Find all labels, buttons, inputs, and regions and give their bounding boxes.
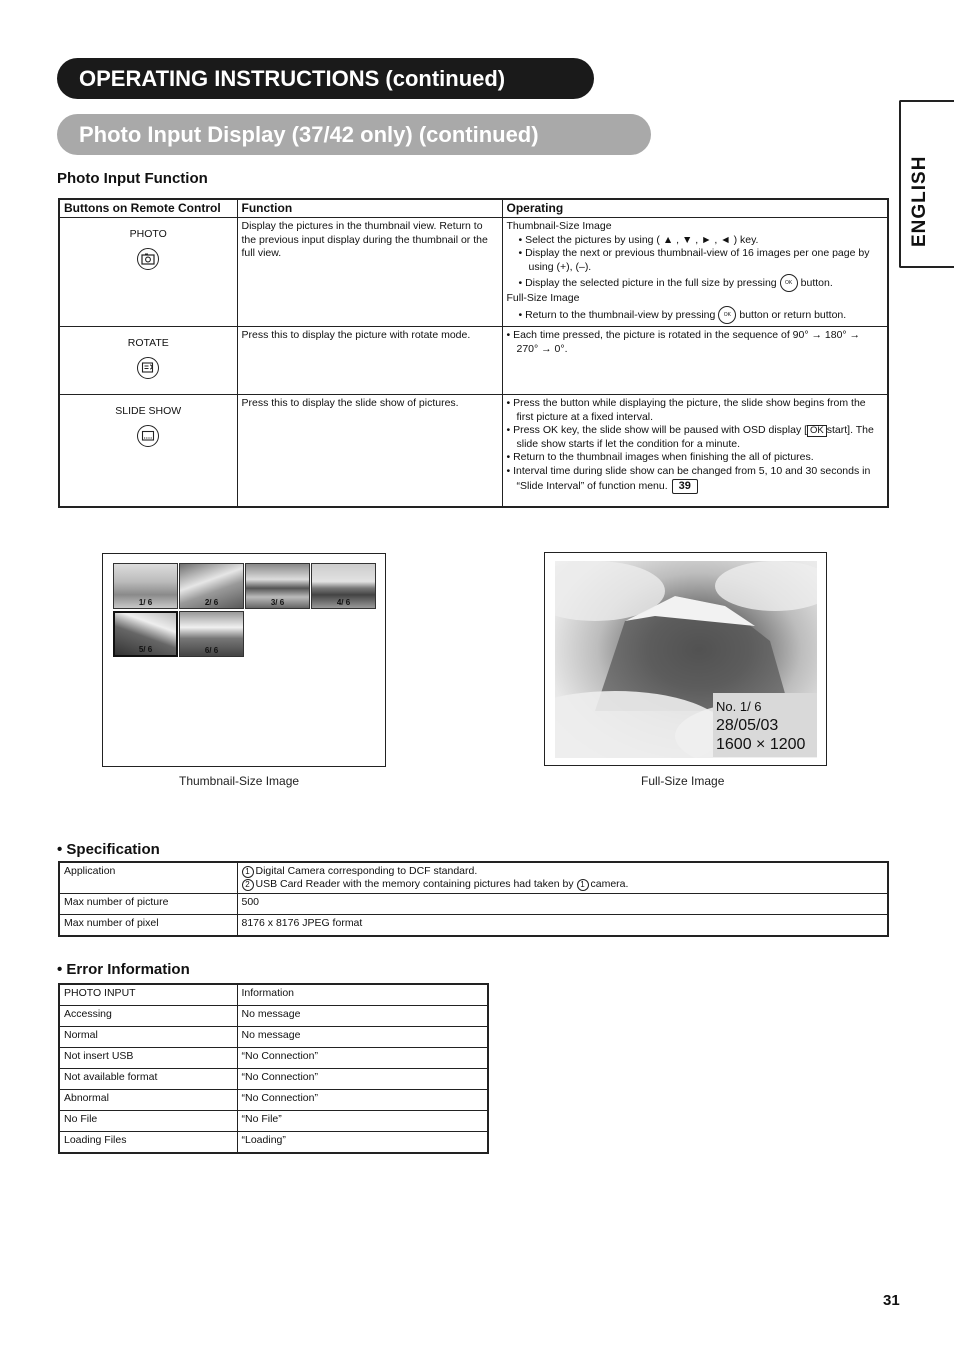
function-cell: Press this to display the picture with rotate mode.: [237, 326, 502, 394]
error-message: “No Connection”: [237, 1069, 488, 1090]
list-item: • Each time pressed, the picture is rotated in the sequence of 90° → 180° → 270° → 0°.: [506, 328, 861, 355]
column-header: Function: [237, 199, 502, 218]
language-tab-label: ENGLISH: [909, 155, 930, 247]
table-row: [59, 1069, 488, 1090]
photo-input-function-heading: Photo Input Function: [57, 170, 208, 187]
thumbnail-label: 6/ 6: [204, 646, 219, 655]
list-item-text: • Press OK key, the slide show will be paused with OSD display [: [506, 424, 808, 437]
slide-show-icon: [137, 425, 159, 447]
section-title-banner: OPERATING INSTRUCTIONS (continued): [57, 58, 594, 99]
error-message: No message: [237, 1006, 488, 1027]
error-information-heading: • Error Information: [57, 961, 190, 978]
error-message: “No File”: [237, 1111, 488, 1132]
spec-value: 8176 x 8176 JPEG format: [237, 915, 888, 937]
spec-label: Application: [59, 862, 237, 894]
error-message: “Loading”: [237, 1132, 488, 1154]
thumbnail-caption: Thumbnail-Size Image: [179, 774, 300, 788]
full-view-info-overlay: [713, 693, 817, 757]
spec-label: Max number of pixel: [59, 915, 237, 937]
ok-button-icon: OK: [780, 274, 798, 292]
full-view-caption: Full-Size Image: [641, 774, 725, 788]
column-header: Buttons on Remote Control: [59, 199, 237, 218]
thumbnail-image: [311, 563, 376, 609]
list-item: • Press the button while displaying the picture, the slide show begins from the first picture at a fixed interval.: [506, 396, 866, 423]
thumbnail-image: [179, 563, 244, 609]
table-row: [59, 915, 888, 937]
table-row: [59, 1048, 488, 1069]
list-item: [507, 424, 884, 451]
error-state: Normal: [59, 1027, 237, 1048]
list-item-text: start]. The slide show starts if let the condition for a minute.: [516, 424, 874, 450]
thumbnail-label: 1/ 6: [138, 598, 153, 607]
list-item: • Display the next or previous thumbnail-view of 16 images per one page by using (+), (–).: [518, 247, 870, 273]
error-information-table: [58, 983, 489, 1154]
thumbnail-image: [113, 563, 178, 609]
rotate-icon: [137, 357, 159, 379]
column-header: Operating: [502, 199, 888, 218]
table-row: [59, 862, 888, 894]
language-tab: [899, 100, 954, 268]
error-state: Not available format: [59, 1069, 237, 1090]
picture-number: No. 1/ 6: [716, 699, 762, 714]
button-cell-rotate: [59, 326, 237, 394]
button-label: PHOTO: [129, 228, 167, 240]
list-item-text: button.: [800, 277, 833, 290]
thumbnail-label: 5/ 6: [138, 645, 153, 654]
page-number: 31: [883, 1292, 900, 1309]
specification-table: [58, 861, 889, 937]
table-row: [59, 1027, 488, 1048]
list-item: [507, 306, 884, 324]
spec-line: Digital Camera corresponding to DCF standard.: [255, 865, 478, 877]
list-item-text: button or return button.: [739, 308, 847, 321]
circled-number: 1: [577, 879, 589, 891]
thumbnail-image: [245, 563, 310, 609]
picture-date: 28/05/03: [716, 717, 779, 734]
table-row: [59, 894, 888, 915]
thumbnail-view-frame: [102, 553, 386, 767]
error-message: “No Connection”: [237, 1090, 488, 1111]
button-cell-photo: [59, 218, 237, 327]
table-row: [59, 326, 888, 394]
list-item: • Select the pictures by using ( ▲ , ▼ , ► , ◄ ) key.: [518, 233, 759, 246]
list-item: • Return to the thumbnail images when finishing the all of pictures.: [506, 451, 814, 464]
list-item-text: • Display the selected picture in the full size by pressing: [518, 277, 777, 290]
operating-subheading: Full-Size Image: [506, 292, 580, 305]
circled-number: 1: [242, 866, 254, 878]
button-cell-slide-show: [59, 394, 237, 507]
function-cell: Press this to display the slide show of pictures.: [237, 394, 502, 507]
table-header-row: [59, 984, 488, 1006]
error-state: Abnormal: [59, 1090, 237, 1111]
function-cell: Display the pictures in the thumbnail view. Return to the previous input display during the thumbnail or the full view.: [237, 218, 502, 327]
error-message: No message: [237, 1027, 488, 1048]
thumbnail-image-selected: [113, 611, 178, 657]
circled-number: 2: [242, 879, 254, 891]
spec-line: USB Card Reader with the memory containing pictures had taken by: [255, 878, 574, 890]
column-header: Information: [237, 984, 488, 1006]
table-row: [59, 1111, 488, 1132]
operating-subheading: Thumbnail-Size Image: [506, 220, 612, 232]
ok-button-icon: OK: [718, 306, 736, 324]
picture-resolution: 1600 × 1200: [716, 736, 806, 753]
photo-input-function-table: [58, 198, 889, 508]
section-subtitle-banner: Photo Input Display (37/42 only) (continued): [57, 114, 651, 155]
thumbnail-label: 3/ 6: [270, 598, 285, 607]
table-header-row: [59, 199, 888, 218]
button-label: ROTATE: [127, 336, 169, 349]
specification-heading: • Specification: [57, 841, 160, 858]
table-row: [59, 1132, 488, 1154]
ok-osd-badge: OK: [807, 425, 827, 437]
operating-cell: [502, 394, 888, 507]
spec-value: [237, 862, 888, 894]
thumbnail-label: 4/ 6: [336, 598, 351, 607]
spec-label: Max number of picture: [59, 894, 237, 915]
table-row: [59, 218, 888, 327]
operating-cell: [502, 326, 888, 394]
page-reference-badge: 39: [672, 479, 698, 495]
list-item-text: • Interval time during slide show can be changed from 5, 10 and 30 seconds in “Slide Interval” of function menu.: [506, 464, 871, 492]
spec-value: 500: [237, 894, 888, 915]
list-item: [507, 274, 884, 292]
error-state: Accessing: [59, 1006, 237, 1027]
thumbnail-label: 2/ 6: [204, 598, 219, 607]
photo-icon: [137, 248, 159, 270]
table-row: [59, 394, 888, 507]
error-state: No File: [59, 1111, 237, 1132]
spec-line: camera.: [590, 878, 629, 890]
thumbnail-image: [179, 611, 244, 657]
list-item-text: • Return to the thumbnail-view by pressing: [518, 308, 716, 321]
button-label: SLIDE SHOW: [115, 404, 182, 417]
operating-cell: [502, 218, 888, 327]
list-item: [507, 465, 884, 494]
table-row: [59, 1006, 488, 1027]
error-message: “No Connection”: [237, 1048, 488, 1069]
table-row: [59, 1090, 488, 1111]
error-state: Not insert USB: [59, 1048, 237, 1069]
column-header: PHOTO INPUT: [59, 984, 237, 1006]
error-state: Loading Files: [59, 1132, 237, 1154]
